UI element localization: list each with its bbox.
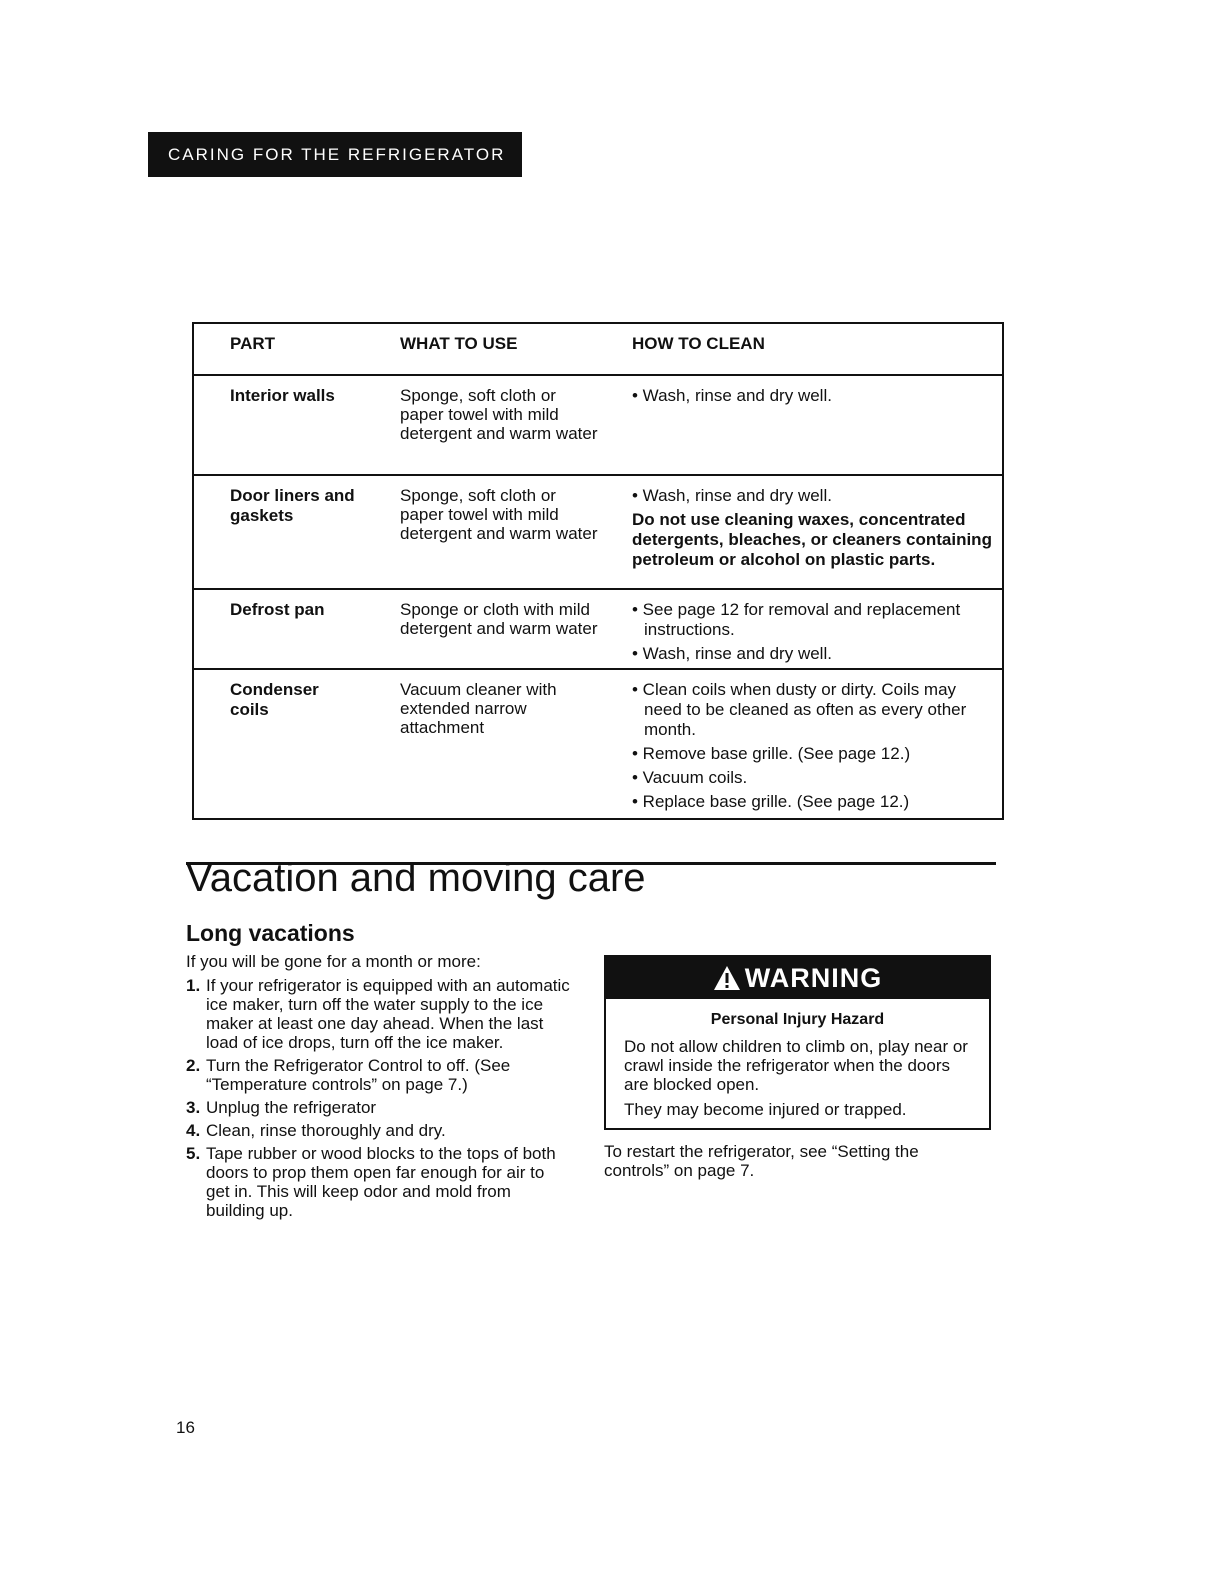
cleaning-table <box>192 322 1004 820</box>
subsection-title: Long vacations <box>186 920 355 946</box>
row-what: Vacuum cleaner with extended narrow attachment <box>400 680 557 737</box>
list-item <box>186 976 572 1052</box>
step-number: 1. <box>186 976 201 995</box>
step-text: Unplug the refrigerator <box>206 1098 377 1117</box>
column-header-part: PART <box>230 334 276 353</box>
warning-label: WARNING <box>744 962 883 993</box>
how-step: • See page 12 for removal and replacement instructions. <box>632 600 961 639</box>
warning-text: Do not allow children to climb on, play near or crawl inside the refrigerator when the doors are blocked open. <box>624 1037 968 1094</box>
list-item <box>186 1056 572 1094</box>
warning-header <box>606 957 989 999</box>
row-what: Sponge, soft cloth or paper towel with mild detergent and warm water <box>400 486 598 543</box>
warning-consequence: They may become injured or trapped. <box>624 1100 907 1119</box>
step-number: 2. <box>186 1056 201 1075</box>
table-row <box>194 474 1002 588</box>
restart-note: To restart the refrigerator, see “Setting the controls” on page 7. <box>604 1142 919 1180</box>
column-header-how: HOW TO CLEAN <box>632 334 765 353</box>
warning-triangle-icon <box>713 965 741 991</box>
step-text: Clean, rinse thoroughly and dry. <box>206 1121 446 1140</box>
column-header-what: WHAT TO USE <box>400 334 518 353</box>
how-step: • Replace base grille. (See page 12.) <box>632 792 910 811</box>
step-text: Tape rubber or wood blocks to the tops of both doors to prop them open far enough for air to get in. This will keep odor and mold from building up. <box>206 1144 556 1220</box>
step-text: If your refrigerator is equipped with an automatic ice maker, turn off the water supply to the ice maker at least one day ahead. When the last load of ice drops, turn off the ice maker. <box>206 976 570 1052</box>
row-part: Condenser coils <box>230 680 319 719</box>
row-how <box>602 670 1002 818</box>
row-how <box>602 590 1002 668</box>
warning-box <box>604 955 991 1130</box>
how-step: • Wash, rinse and dry well. <box>632 486 832 505</box>
step-number: 3. <box>186 1098 201 1117</box>
row-part: Interior walls <box>230 386 335 405</box>
table-row <box>194 374 1002 474</box>
how-step: • Clean coils when dusty or dirty. Coils may need to be cleaned as often as every other month. <box>632 680 967 739</box>
how-step: • Vacuum coils. <box>632 768 748 787</box>
intro-text: If you will be gone for a month or more: <box>186 952 481 971</box>
table-row <box>194 588 1002 668</box>
list-item <box>186 1098 572 1117</box>
row-what: Sponge, soft cloth or paper towel with mild detergent and warm water <box>400 386 598 443</box>
row-part: Defrost pan <box>230 600 325 619</box>
list-item <box>186 1121 572 1140</box>
caution-note: Do not use cleaning waxes, concentrated detergents, bleaches, or cleaners containing petroleum or alcohol on plastic parts. <box>632 510 992 569</box>
section-title: Vacation and moving care <box>186 856 646 900</box>
row-how <box>602 476 1002 588</box>
step-number: 4. <box>186 1121 201 1140</box>
list-item <box>186 1144 572 1220</box>
vacation-steps <box>186 976 572 1224</box>
section-header-label: CARING FOR THE REFRIGERATOR <box>168 144 506 164</box>
how-step: • Wash, rinse and dry well. <box>632 386 832 405</box>
how-step: • Remove base grille. (See page 12.) <box>632 744 911 763</box>
step-text: Turn the Refrigerator Control to off. (See “Temperature controls” on page 7.) <box>206 1056 511 1094</box>
row-what: Sponge or cloth with mild detergent and warm water <box>400 600 598 638</box>
warning-subtitle: Personal Injury Hazard <box>710 1011 885 1028</box>
table-header-row <box>194 324 1002 374</box>
step-number: 5. <box>186 1144 201 1163</box>
section-header <box>148 132 522 177</box>
how-step: • Wash, rinse and dry well. <box>632 644 832 663</box>
table-row <box>194 668 1002 818</box>
row-how <box>602 376 1002 474</box>
page-number: 16 <box>176 1418 195 1437</box>
row-part: Door liners and gaskets <box>230 486 355 525</box>
